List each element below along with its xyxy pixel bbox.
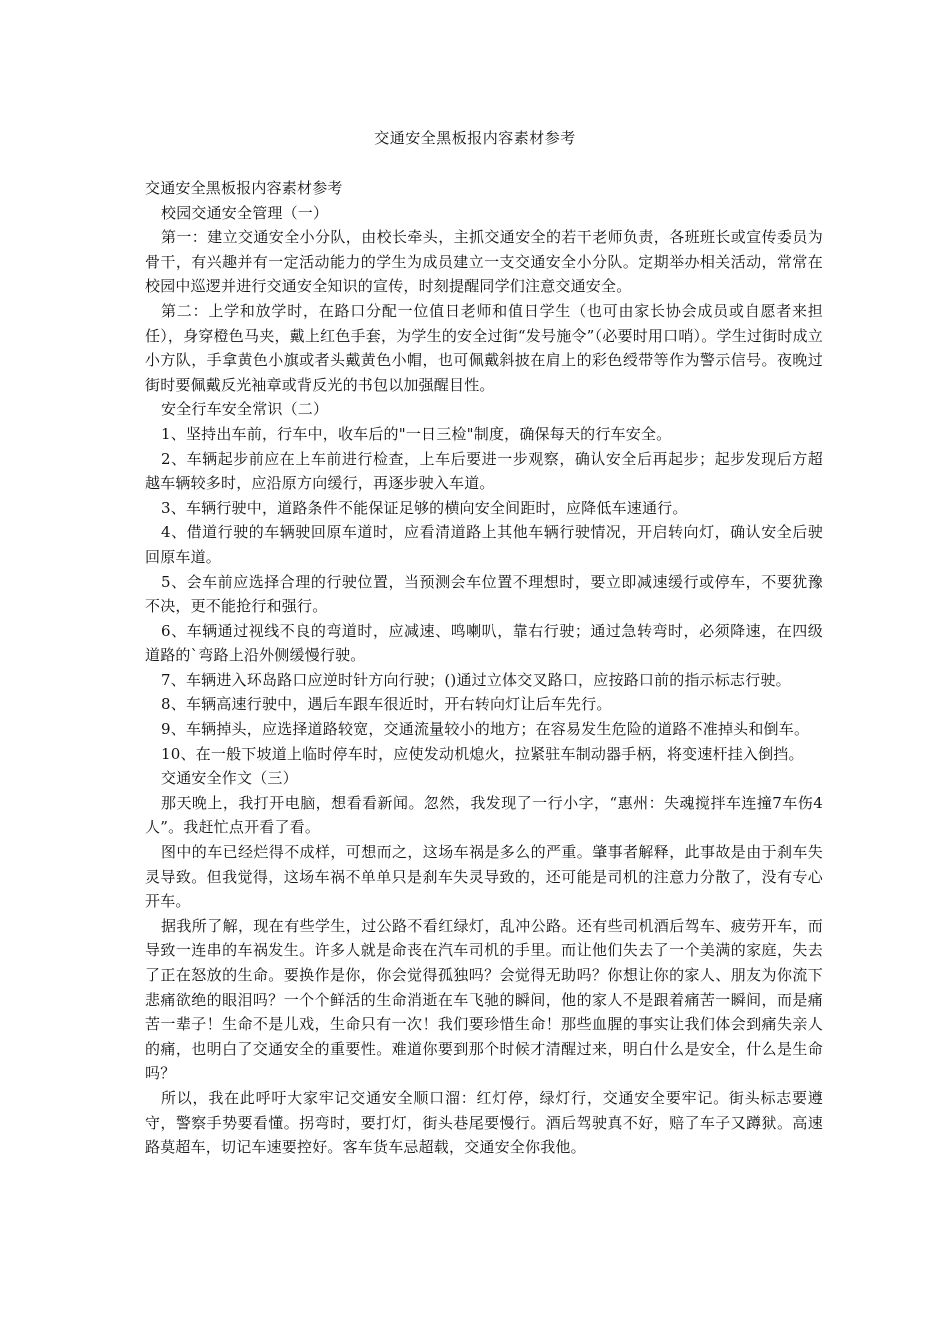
essay-paragraph-1: 那天晚上，我打开电脑，想看看新闻。忽然，我发现了一行小字，“惠州：失魂搅拌车连撞7车伤4人”。我赶忙点开看了看。 xyxy=(145,793,823,837)
paragraph-1: 第一：建立交通安全小分队，由校长牵头，主抓交通安全的若干老师负责，各班班长或宣传委员为骨干，有兴趣并有一定活动能力的学生为成员建立一支交通安全小分队。定期举办相关活动，常常在校园中巡逻并进行交通安全知识的宣传，时刻提醒同学们注意交通安全。 xyxy=(145,228,823,296)
essay-paragraph-4: 所以，我在此呼吁大家牢记交通安全顺口溜：红灯停，绿灯行，交通安全要牢记。街头标志要遵守，警察手势要看懂。拐弯时，要打灯，街头巷尾要慢行。酒后驾驶真不好，赔了车子又蹲狱。高速路莫超车，切记车速要控好。客车货车忌超载，交通安全你我他。 xyxy=(145,1088,823,1157)
list-item-4: 4、借道行驶的车辆驶回原车道时，应看清道路上其他车辆行驶情况，开启转向灯，确认安全后驶回原车道。 xyxy=(145,523,823,566)
document-title: 交通安全黑板报内容素材参考 xyxy=(374,129,576,147)
list-item-1: 1、坚持出车前，行车中，收车后的"一日三检"制度，确保每天的行车安全。 xyxy=(161,424,672,443)
list-item-6: 6、车辆通过视线不良的弯道时，应减速、鸣喇叭，靠右行驶；通过急转弯时，必须降速，在四级道路的`弯路上沿外侧缓慢行驶。 xyxy=(145,621,823,665)
essay-paragraph-2: 图中的车已经烂得不成样，可想而之，这场车祸是多么的严重。肇事者解释，此事故是由于刹车失灵导致。但我觉得，这场车祸不单单只是刹车失灵导致的，还可能是司机的注意力分散了，没有专心开车。 xyxy=(145,843,823,911)
list-item-9: 9、车辆掉头，应选择道路较宽，交通流量较小的地方；在容易发生危险的道路不准掉头和倒车。 xyxy=(161,720,810,739)
list-item-7: 7、车辆进入环岛路口应逆时针方向行驶；()通过立体交叉路口，应按路口前的指示标志行驶。 xyxy=(161,670,791,689)
list-item-3: 3、车辆行驶中，道路条件不能保证足够的横向安全间距时，应降低车速通行。 xyxy=(161,498,688,517)
document-body xyxy=(145,176,823,1160)
section-heading-3: 交通安全作文（三） xyxy=(161,769,298,788)
body-heading: 交通安全黑板报内容素材参考 xyxy=(145,179,343,197)
section-heading-2: 安全行车安全常识（二） xyxy=(161,400,329,419)
list-item-2: 2、车辆起步前应在上车前进行检查，上车后要进一步观察，确认安全后再起步；起步发现后方超越车辆较多时，应沿原方向缓行，再逐步驶入车道。 xyxy=(145,449,823,493)
list-item-10: 10、在一般下坡道上临时停车时，应使发动机熄火，拉紧驻车制动器手柄，将变速杆挂入倒挡。 xyxy=(161,744,804,763)
list-item-5: 5、会车前应选择合理的行驶位置，当预测会车位置不理想时，要立即减速缓行或停车，不要犹豫不决，更不能抢行和强行。 xyxy=(145,572,823,616)
paragraph-2: 第二：上学和放学时，在路口分配一位值日老师和值日学生（也可由家长协会成员或自愿者来担任），身穿橙色马夹，戴上红色手套，为学生的安全过街“发号施令”（必要时用口哨）。学生过街时成立小方队，手拿黄色小旗或者头戴黄色小帽，也可佩戴斜披在肩上的彩色绶带等作为警示信号。夜晚过街时要佩戴反光袖章或背反光的书包以加强醒目性。 xyxy=(145,301,823,394)
section-heading-1: 校园交通安全管理（一） xyxy=(161,203,329,222)
essay-paragraph-3: 据我所了解，现在有些学生，过公路不看红绿灯，乱冲公路。还有些司机酒后驾车、疲劳开车，而导致一连串的车祸发生。许多人就是命丧在汽车司机的手里。而让他们失去了一个美满的家庭，失去了正在怒放的生命。要换作是你，你会觉得孤独吗？会觉得无助吗？你想让你的家人、朋友为你流下悲痛欲绝的眼泪吗？一个个鲜活的生命消逝在车飞驰的瞬间，他的家人不是跟着痛苦一瞬间，而是痛苦一辈子！生命不是儿戏，生命只有一次！我们要珍惜生命！那些血腥的事实让我们体会到痛失亲人的痛，也明白了交通安全的重要性。难道你要到那个时候才清醒过来，明白什么是安全，什么是生命吗？ xyxy=(145,916,823,1083)
list-item-8: 8、车辆高速行驶中，遇后车跟车很近时，开右转向灯让后车先行。 xyxy=(161,695,612,714)
